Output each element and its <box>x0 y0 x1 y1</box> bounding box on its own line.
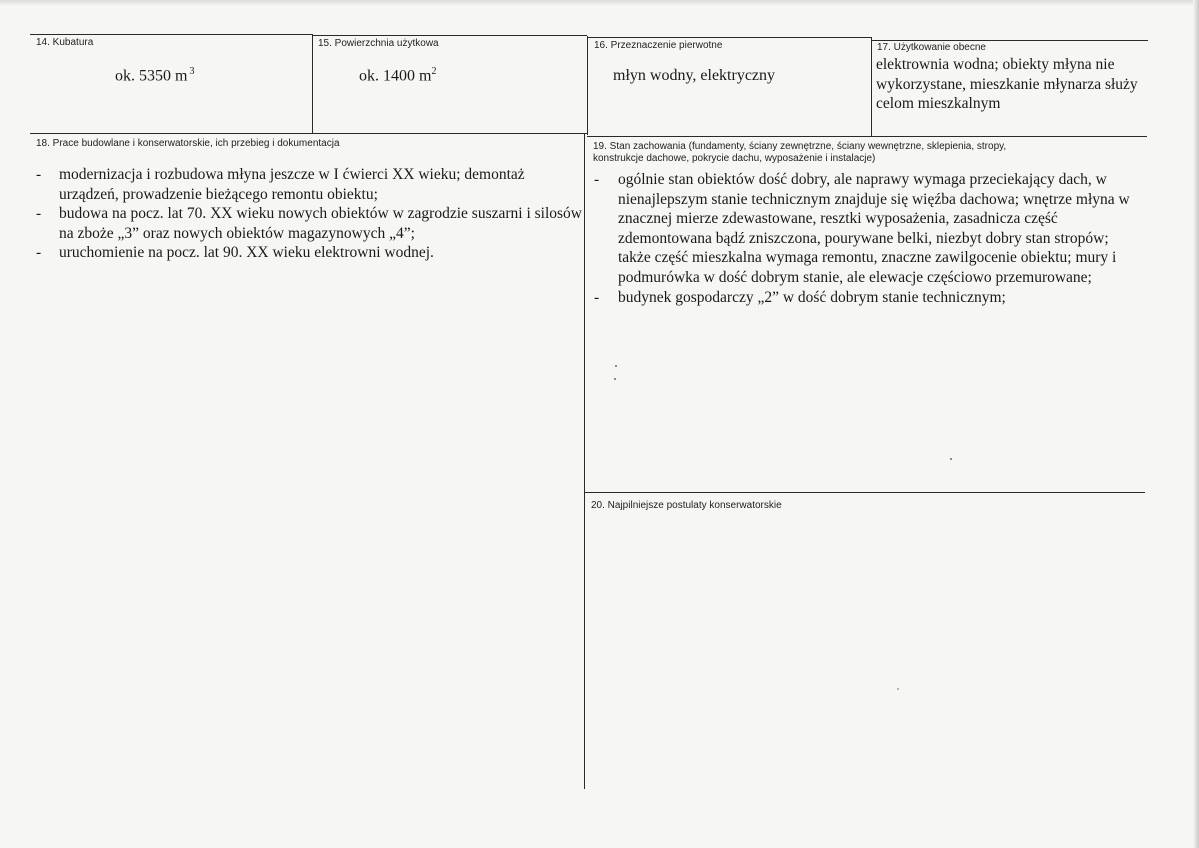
list-item <box>36 165 584 204</box>
divider-15-16 <box>587 36 588 135</box>
bullet-dash: - <box>36 166 42 183</box>
field-18-label: 18. Prace budowlane i konserwatorskie, ich przebieg i dokumentacja <box>36 138 340 149</box>
list-item-text: budynek gospodarczy „2” w dość dobrym stanie technicznym; <box>618 288 1006 306</box>
list-item <box>36 204 584 243</box>
scan-speck <box>897 688 899 690</box>
field-17-label: 17. Użytkowanie obecne <box>877 42 986 53</box>
divider-18-19 <box>584 133 585 789</box>
scan-speck <box>950 458 952 460</box>
list-item <box>594 288 1142 308</box>
top-rule-far-right <box>872 40 1148 41</box>
bullet-dash: - <box>594 171 600 188</box>
field-16-label: 16. Przeznaczenie pierwotne <box>594 40 723 51</box>
scan-speck <box>614 378 616 380</box>
top-rule-left <box>30 34 312 35</box>
area-value: ok. 1400 m <box>359 67 432 85</box>
field-19-label-line2: konstrukcje dachowe, pokrycie dachu, wyposażenie i instalacje) <box>593 153 876 164</box>
bullet-dash: - <box>36 205 42 222</box>
page-edge <box>0 0 1199 6</box>
top-rule-right <box>588 37 872 38</box>
field-20-label: 20. Najpilniejsze postulaty konserwatorskie <box>591 500 782 511</box>
volume-unit-superscript: 3 <box>189 66 195 77</box>
row-rule-right <box>587 136 1147 137</box>
page-edge-shadow <box>1193 0 1199 848</box>
scan-speck <box>615 365 617 367</box>
field-19-list <box>594 170 1142 307</box>
rule-19-20 <box>585 492 1145 493</box>
list-item-text: budowa na pocz. lat 70. XX wieku nowych obiektów w zagrodzie suszarni i silosów na zboże „3” oraz nowych obiektów magazynowych „4”; <box>59 205 583 242</box>
list-item <box>594 170 1142 288</box>
list-item-text: ogólnie stan obiektów dość dobry, ale naprawy wymaga przeciekający dach, w nienajlepszym stanie technicznym znajduje się więźba dachowa; wnętrze młyna w znacznej mierze zdewastowane, resztki wyposażenia, zasadnicza część zdemontowana bądź zniszczona, pourywane belki, niezbyt dobry stan stropów; także część mieszkalna wymaga remontu, znaczne zawilgocenie obiektu; mury i podmurówka w dość dobrym stanie, ale elewacje częściowo przemurowane; <box>618 171 1130 286</box>
list-item-text: uruchomienie na pocz. lat 90. XX wieku elektrowni wodnej. <box>59 244 434 261</box>
field-14-value <box>115 62 194 85</box>
list-item <box>36 243 584 263</box>
field-17-value: elektrownia wodna; obiekty młyna nie wykorzystane, mieszkanie młynarza służy celom mieszkalnym <box>876 56 1138 112</box>
row-rule-left <box>30 133 587 134</box>
volume-value: ok. 5350 m <box>115 67 188 85</box>
field-15-label: 15. Powierzchnia użytkowa <box>318 38 439 49</box>
field-18-list <box>36 165 584 263</box>
field-19-label-line1: 19. Stan zachowania (fundamenty, ściany zewnętrzne, ściany wewnętrzne, sklepienia, stropy, <box>593 141 1007 152</box>
area-unit-superscript: 2 <box>431 66 437 77</box>
divider-16-17 <box>871 38 872 137</box>
field-15-value <box>359 62 436 85</box>
bullet-dash: - <box>36 244 42 261</box>
top-rule-mid <box>312 35 587 36</box>
field-14-label: 14. Kubatura <box>36 37 94 48</box>
list-item-text: modernizacja i rozbudowa młyna jeszcze w I ćwierci XX wieku; demontaż urządzeń, prowadzenie bieżącego remontu obiektu; <box>59 166 525 203</box>
bullet-dash: - <box>594 288 600 306</box>
field-16-value: młyn wodny, elektryczny <box>613 67 776 84</box>
divider-14-15 <box>312 34 313 133</box>
